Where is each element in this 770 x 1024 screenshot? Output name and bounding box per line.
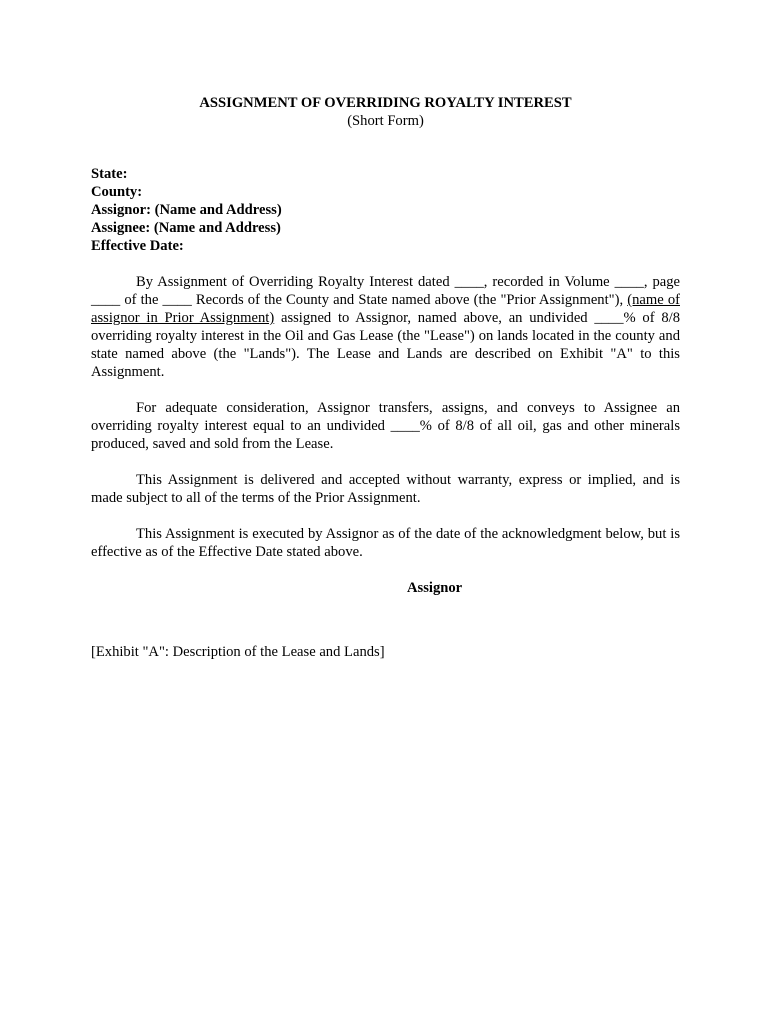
field-county: County: <box>91 184 143 200</box>
header-fields <box>91 165 680 255</box>
paragraph-execution: This Assignment is executed by Assignor as of the date of the acknowledgment below, but is effective as of the Effective Date stated above. <box>91 526 680 560</box>
field-assignor: Assignor: (Name and Address) <box>91 202 282 218</box>
paragraph-1-part-2: assigned to Assignor, named above, an undivided ____% of 8/8 overriding royalty interest in the Oil and Gas Lease (the "Lease") on lands located in the county and state named above (the "Lands"). The Lease and Lands are described on Exhibit "A" to this Assignment. <box>91 310 680 380</box>
paragraph-warranty: This Assignment is delivered and accepted without warranty, express or implied, and is made subject to all of the terms of the Prior Assignment. <box>91 472 680 506</box>
signature-label: Assignor <box>407 580 463 596</box>
prior-assignor-name-blank: (name of assignor in Prior Assignment) <box>91 292 680 326</box>
exhibit-reference: [Exhibit "A": Description of the Lease and Lands] <box>91 644 385 660</box>
field-state: State: <box>91 166 128 182</box>
paragraph-1-part-1: By Assignment of Overriding Royalty Interest dated ____, recorded in Volume ____, page ____ of the ____ Records of the County and State named above (the "Prior Assignment"), <box>91 274 680 308</box>
field-assignee: Assignee: (Name and Address) <box>91 220 281 236</box>
document-title: ASSIGNMENT OF OVERRIDING ROYALTY INTEREST <box>199 95 572 111</box>
field-effective-date: Effective Date: <box>91 238 184 254</box>
document-subtitle: (Short Form) <box>347 113 424 129</box>
paragraph-conveyance: For adequate consideration, Assignor transfers, assigns, and conveys to Assignee an overriding royalty interest equal to an undivided ____% of 8/8 of all oil, gas and other minerals produced, saved and sold from the Lease. <box>91 400 680 452</box>
document-page <box>91 94 680 661</box>
paragraph-prior-assignment <box>91 273 680 381</box>
